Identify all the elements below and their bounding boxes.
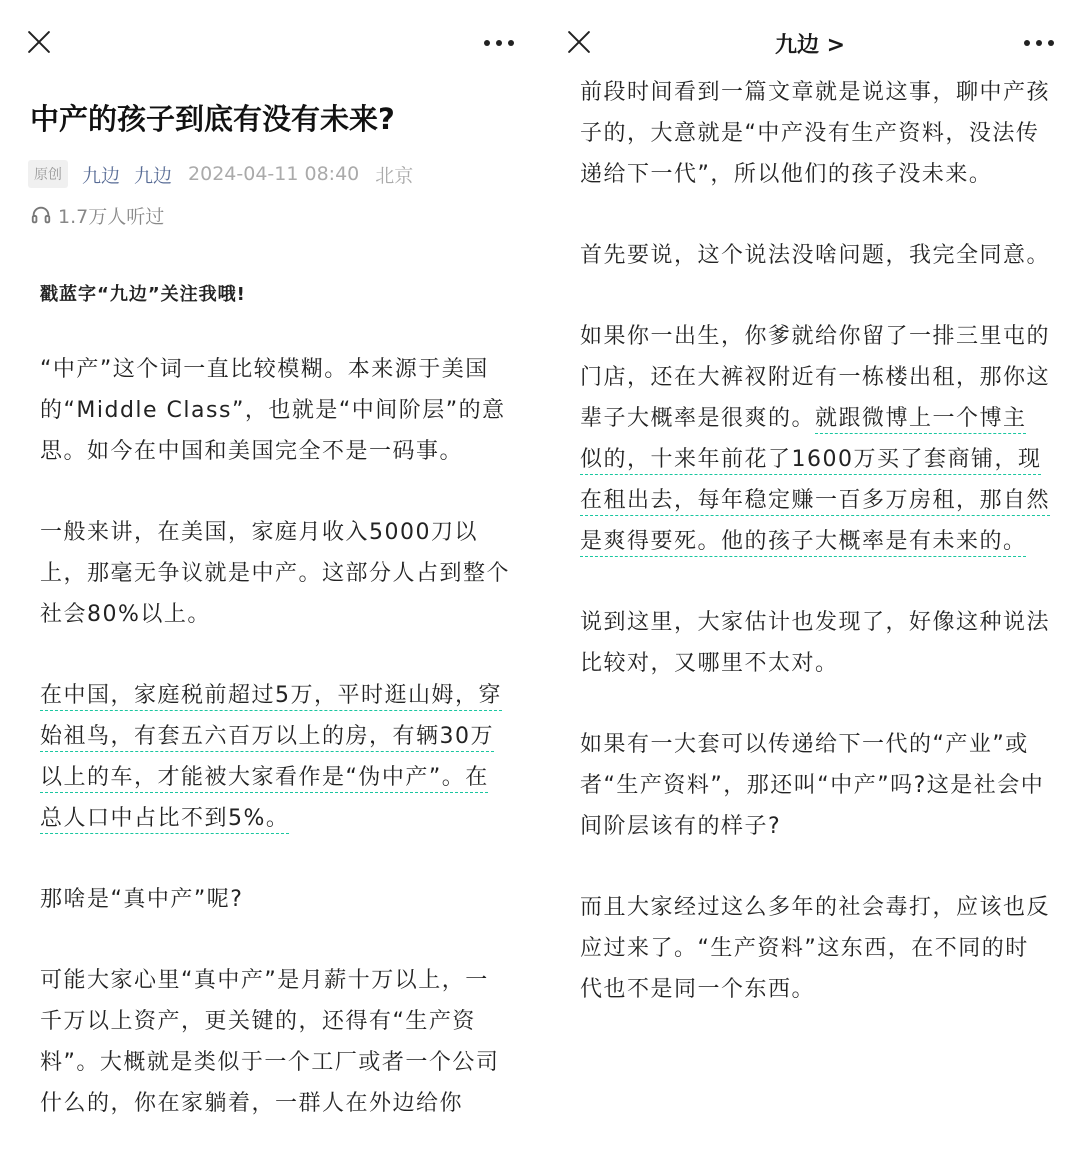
listen-count[interactable] bbox=[30, 200, 164, 230]
top-bar bbox=[0, 0, 540, 84]
paragraph bbox=[580, 316, 1050, 562]
headphones-icon bbox=[30, 204, 52, 226]
highlighted-text[interactable]: 在中国，家庭税前超过5万，平时逛山姆，穿始祖鸟，有套五六百万以上的房，有辆30万以上的车，才能被大家看作是“伪中产”。在总人口中占比不到5%。 bbox=[40, 683, 502, 831]
paragraph: 前段时间看到一篇文章就是说这事，聊中产孩子的，大意就是“中产没有生产资料，没法传递给下一代”，所以他们的孩子没未来。 bbox=[580, 80, 1051, 187]
paragraph bbox=[40, 675, 510, 839]
original-tag: 原创 bbox=[28, 160, 68, 188]
publish-location: 北京 bbox=[375, 164, 414, 187]
author-link[interactable]: 九边 bbox=[82, 164, 121, 187]
listen-count-label: 1.7万人听过 bbox=[58, 205, 165, 228]
paragraph: 而且大家经过这么多年的社会毒打，应该也反应过来了。“生产资料”这东西，在不同的时代也不是同一个东西。 bbox=[580, 895, 1051, 1002]
paragraph: 一般来讲，在美国，家庭月收入5000刀以上，那毫无争议就是中产。这部分人占到整个社会80%以上。 bbox=[40, 520, 511, 627]
article-meta bbox=[28, 158, 413, 190]
account-link[interactable]: 九边 bbox=[134, 164, 173, 187]
paragraph: 如果有一大套可以传递给下一代的“产业”或者“生产资料”，那还叫“中产”吗?这是社会中间阶层该有的样子? bbox=[580, 732, 1045, 839]
more-options-icon[interactable] bbox=[484, 30, 514, 54]
account-name-link[interactable]: 九边 > bbox=[774, 33, 846, 58]
paragraph: “中产”这个词一直比较模糊。本来源于美国的“Middle Class”，也就是“中间阶层”的意思。如今在中国和美国完全不是一码事。 bbox=[40, 357, 506, 464]
article-panel-right bbox=[540, 0, 1080, 1090]
more-options-icon[interactable] bbox=[1024, 30, 1054, 54]
article-body bbox=[580, 72, 1050, 1050]
article-body bbox=[40, 275, 510, 1164]
article-panel-left bbox=[0, 0, 540, 1116]
paragraph-text: 如果你一出生，你爹就给你留了一排三里屯的门店，还在大裤衩附近有一栋楼出租，那你这辈子大概率是很爽的。 bbox=[580, 324, 1051, 431]
publish-date: 2024-04-11 08:40 bbox=[188, 163, 360, 185]
paragraph: 可能大家心里“真中产”是月薪十万以上，一千万以上资产，更关键的，还得有“生产资料”。大概就是类似于一个工厂或者一个公司什么的，你在家躺着，一群人在外边给你 bbox=[40, 968, 500, 1116]
paragraph: 首先要说，这个说法没啥问题，我完全同意。 bbox=[580, 243, 1051, 268]
close-icon[interactable] bbox=[24, 28, 54, 58]
follow-prompt: 戳蓝字“九边”关注我哦! bbox=[40, 284, 246, 305]
highlighted-text[interactable]: 就跟微博上一个博主似的，十来年前花了1600万买了套商铺，现在租出去，每年稳定赚一百多万房租，那自然是爽得要死。他的孩子大概率是有未来的。 bbox=[580, 406, 1051, 554]
paragraph: 说到这里，大家估计也发现了，好像这种说法比较对，又哪里不太对。 bbox=[580, 610, 1051, 676]
paragraph: 那啥是“真中产”呢? bbox=[40, 887, 244, 912]
article-title: 中产的孩子到底有没有未来? bbox=[30, 102, 395, 136]
